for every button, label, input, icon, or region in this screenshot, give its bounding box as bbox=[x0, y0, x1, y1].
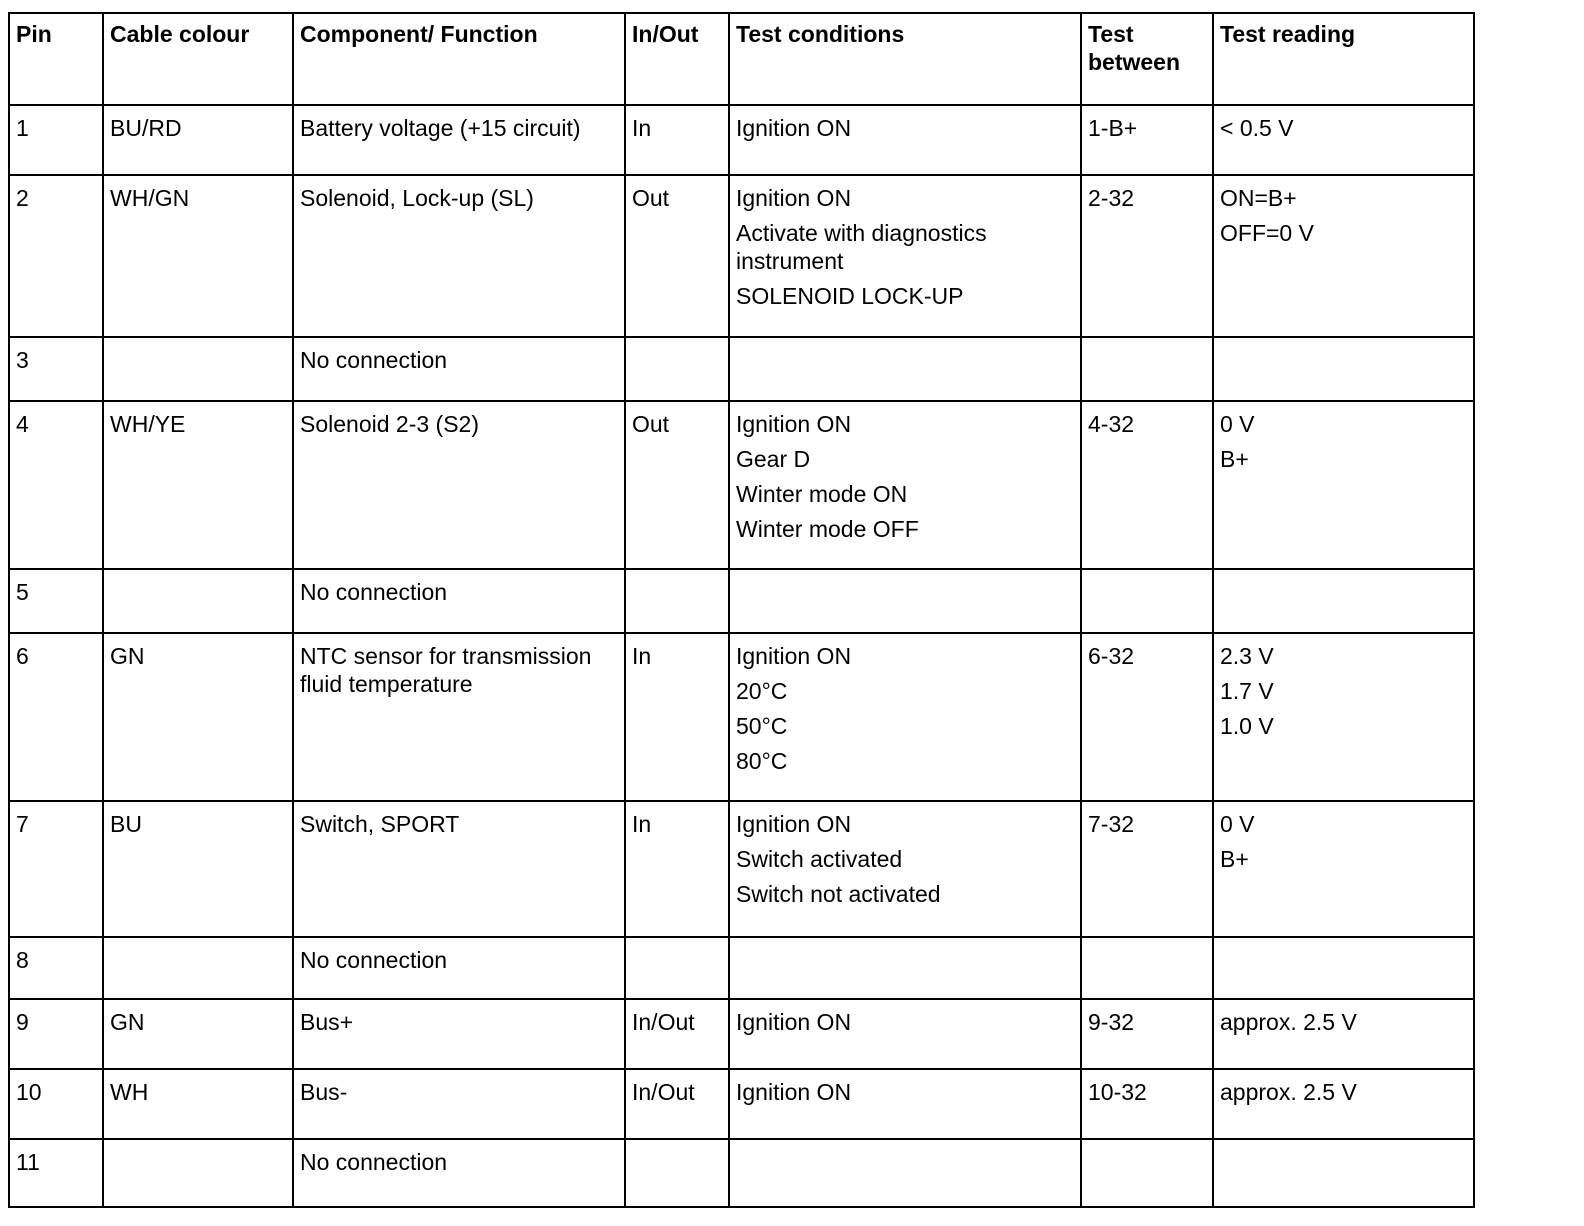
cell-test-conditions-line: Winter mode ON bbox=[736, 481, 908, 507]
cell-in-out bbox=[625, 569, 729, 633]
header-test-conditions: Test conditions bbox=[729, 13, 1081, 105]
cell-test-between: 2-32 bbox=[1081, 175, 1213, 337]
table-body bbox=[9, 105, 1474, 1207]
cell-in-out: Out bbox=[625, 175, 729, 337]
cell-pin: 2 bbox=[9, 175, 103, 337]
cell-test-reading-line: 1.0 V bbox=[1220, 713, 1274, 739]
cell-component-function bbox=[293, 337, 625, 401]
cell-test-conditions-line: Gear D bbox=[736, 446, 811, 472]
cell-test-conditions bbox=[729, 801, 1081, 937]
cell-test-between bbox=[1081, 937, 1213, 999]
cell-in-out: In/Out bbox=[625, 999, 729, 1069]
cell-pin: 11 bbox=[9, 1139, 103, 1207]
cell-test-conditions bbox=[729, 401, 1081, 569]
cell-component-function-line: No connection bbox=[300, 1149, 448, 1175]
cell-component-function bbox=[293, 1139, 625, 1207]
cell-component-function bbox=[293, 801, 625, 937]
cell-component-function-line: Bus+ bbox=[300, 1009, 354, 1035]
cell-pin: 8 bbox=[9, 937, 103, 999]
cell-in-out bbox=[625, 337, 729, 401]
cell-test-conditions-line: Ignition ON bbox=[736, 411, 852, 437]
cell-test-reading bbox=[1213, 1139, 1474, 1207]
pin-assignment-table bbox=[8, 12, 1475, 1208]
cell-in-out: Out bbox=[625, 401, 729, 569]
cell-test-conditions-line: 50°C bbox=[736, 713, 788, 739]
cell-pin: 9 bbox=[9, 999, 103, 1069]
cell-test-between bbox=[1081, 569, 1213, 633]
cell-test-conditions bbox=[729, 175, 1081, 337]
cell-component-function-line: No connection bbox=[300, 579, 448, 605]
cell-component-function bbox=[293, 1069, 625, 1139]
cell-in-out bbox=[625, 1139, 729, 1207]
table-row bbox=[9, 105, 1474, 175]
cell-in-out: In bbox=[625, 633, 729, 801]
table-row bbox=[9, 1139, 1474, 1207]
header-component-function: Component/ Function bbox=[293, 13, 625, 105]
cell-test-reading bbox=[1213, 999, 1474, 1069]
cell-test-reading bbox=[1213, 401, 1474, 569]
cell-test-conditions-line: Activate with diagnostics instrument bbox=[736, 220, 987, 274]
table-row bbox=[9, 401, 1474, 569]
cell-test-reading-line: 1.7 V bbox=[1220, 678, 1274, 704]
header-cable-colour: Cable colour bbox=[103, 13, 293, 105]
cell-test-between: 6-32 bbox=[1081, 633, 1213, 801]
cell-test-reading-line: B+ bbox=[1220, 846, 1249, 872]
cell-component-function-line: Solenoid, Lock-up (SL) bbox=[300, 185, 534, 211]
cell-test-between: 7-32 bbox=[1081, 801, 1213, 937]
table-row bbox=[9, 1069, 1474, 1139]
cell-test-conditions bbox=[729, 999, 1081, 1069]
cell-test-reading bbox=[1213, 633, 1474, 801]
cell-test-conditions-line: Ignition ON bbox=[736, 1079, 852, 1105]
cell-test-between bbox=[1081, 1139, 1213, 1207]
table-row bbox=[9, 633, 1474, 801]
header-row bbox=[9, 13, 1474, 105]
cell-pin: 5 bbox=[9, 569, 103, 633]
cell-test-reading-line: B+ bbox=[1220, 446, 1249, 472]
table-row bbox=[9, 337, 1474, 401]
cell-component-function bbox=[293, 175, 625, 337]
table-row bbox=[9, 569, 1474, 633]
cell-test-conditions bbox=[729, 337, 1081, 401]
cell-cable-colour: BU bbox=[103, 801, 293, 937]
table-row bbox=[9, 175, 1474, 337]
cell-test-between: 10-32 bbox=[1081, 1069, 1213, 1139]
table-row bbox=[9, 937, 1474, 999]
cell-test-conditions-line: Winter mode OFF bbox=[736, 516, 919, 542]
cell-test-conditions-line: Switch activated bbox=[736, 846, 903, 872]
cell-component-function bbox=[293, 633, 625, 801]
cell-component-function-line: Solenoid 2-3 (S2) bbox=[300, 411, 479, 437]
cell-pin: 1 bbox=[9, 105, 103, 175]
cell-in-out: In/Out bbox=[625, 1069, 729, 1139]
cell-component-function-line: No connection bbox=[300, 947, 448, 973]
cell-test-between: 4-32 bbox=[1081, 401, 1213, 569]
cell-component-function-line: Switch, SPORT bbox=[300, 811, 460, 837]
cell-test-conditions bbox=[729, 569, 1081, 633]
cell-test-reading bbox=[1213, 801, 1474, 937]
cell-cable-colour: WH/GN bbox=[103, 175, 293, 337]
header-test-reading: Test reading bbox=[1213, 13, 1474, 105]
cell-test-reading bbox=[1213, 105, 1474, 175]
cell-test-reading bbox=[1213, 175, 1474, 337]
cell-in-out: In bbox=[625, 105, 729, 175]
cell-test-conditions-line: Ignition ON bbox=[736, 115, 852, 141]
cell-cable-colour bbox=[103, 337, 293, 401]
cell-cable-colour bbox=[103, 937, 293, 999]
cell-test-between: 9-32 bbox=[1081, 999, 1213, 1069]
cell-test-conditions bbox=[729, 1139, 1081, 1207]
cell-component-function bbox=[293, 999, 625, 1069]
cell-component-function-line: NTC sensor for transmission fluid temperature bbox=[300, 643, 592, 697]
cell-test-conditions-line: Ignition ON bbox=[736, 811, 852, 837]
cell-in-out: In bbox=[625, 801, 729, 937]
cell-test-reading bbox=[1213, 937, 1474, 999]
cell-test-conditions bbox=[729, 633, 1081, 801]
cell-test-conditions-line: SOLENOID LOCK-UP bbox=[736, 283, 964, 309]
header-in-out: In/Out bbox=[625, 13, 729, 105]
cell-cable-colour bbox=[103, 569, 293, 633]
cell-test-conditions-line: 80°C bbox=[736, 748, 788, 774]
cell-test-conditions bbox=[729, 937, 1081, 999]
cell-test-reading-line: OFF=0 V bbox=[1220, 220, 1314, 246]
cell-test-between bbox=[1081, 337, 1213, 401]
cell-test-reading-line: 0 V bbox=[1220, 811, 1255, 837]
cell-test-reading bbox=[1213, 1069, 1474, 1139]
cell-pin: 7 bbox=[9, 801, 103, 937]
cell-component-function bbox=[293, 937, 625, 999]
cell-cable-colour: GN bbox=[103, 999, 293, 1069]
cell-pin: 6 bbox=[9, 633, 103, 801]
cell-pin: 3 bbox=[9, 337, 103, 401]
cell-test-conditions bbox=[729, 105, 1081, 175]
cell-test-conditions-line: Switch not activated bbox=[736, 881, 941, 907]
cell-component-function-line: Battery voltage (+15 circuit) bbox=[300, 115, 581, 141]
cell-test-reading-line: 2.3 V bbox=[1220, 643, 1274, 669]
cell-test-reading bbox=[1213, 337, 1474, 401]
cell-in-out bbox=[625, 937, 729, 999]
cell-cable-colour bbox=[103, 1139, 293, 1207]
cell-cable-colour: WH bbox=[103, 1069, 293, 1139]
cell-test-reading-line: ON=B+ bbox=[1220, 185, 1297, 211]
cell-test-reading bbox=[1213, 569, 1474, 633]
cell-test-reading-line: < 0.5 V bbox=[1220, 115, 1294, 141]
cell-test-conditions-line: Ignition ON bbox=[736, 1009, 852, 1035]
cell-pin: 4 bbox=[9, 401, 103, 569]
cell-component-function-line: No connection bbox=[300, 347, 448, 373]
cell-cable-colour: WH/YE bbox=[103, 401, 293, 569]
table-row bbox=[9, 801, 1474, 937]
cell-cable-colour: BU/RD bbox=[103, 105, 293, 175]
cell-test-conditions bbox=[729, 1069, 1081, 1139]
cell-component-function bbox=[293, 569, 625, 633]
cell-component-function-line: Bus- bbox=[300, 1079, 348, 1105]
cell-test-reading-line: approx. 2.5 V bbox=[1220, 1079, 1357, 1105]
cell-test-between: 1-B+ bbox=[1081, 105, 1213, 175]
header-pin: Pin bbox=[9, 13, 103, 105]
cell-component-function bbox=[293, 105, 625, 175]
cell-test-conditions-line: Ignition ON bbox=[736, 185, 852, 211]
table-row bbox=[9, 999, 1474, 1069]
cell-test-conditions-line: 20°C bbox=[736, 678, 788, 704]
cell-cable-colour: GN bbox=[103, 633, 293, 801]
cell-pin: 10 bbox=[9, 1069, 103, 1139]
cell-test-conditions-line: Ignition ON bbox=[736, 643, 852, 669]
header-test-between: Test between bbox=[1081, 13, 1213, 105]
cell-component-function bbox=[293, 401, 625, 569]
cell-test-reading-line: approx. 2.5 V bbox=[1220, 1009, 1357, 1035]
cell-test-reading-line: 0 V bbox=[1220, 411, 1255, 437]
